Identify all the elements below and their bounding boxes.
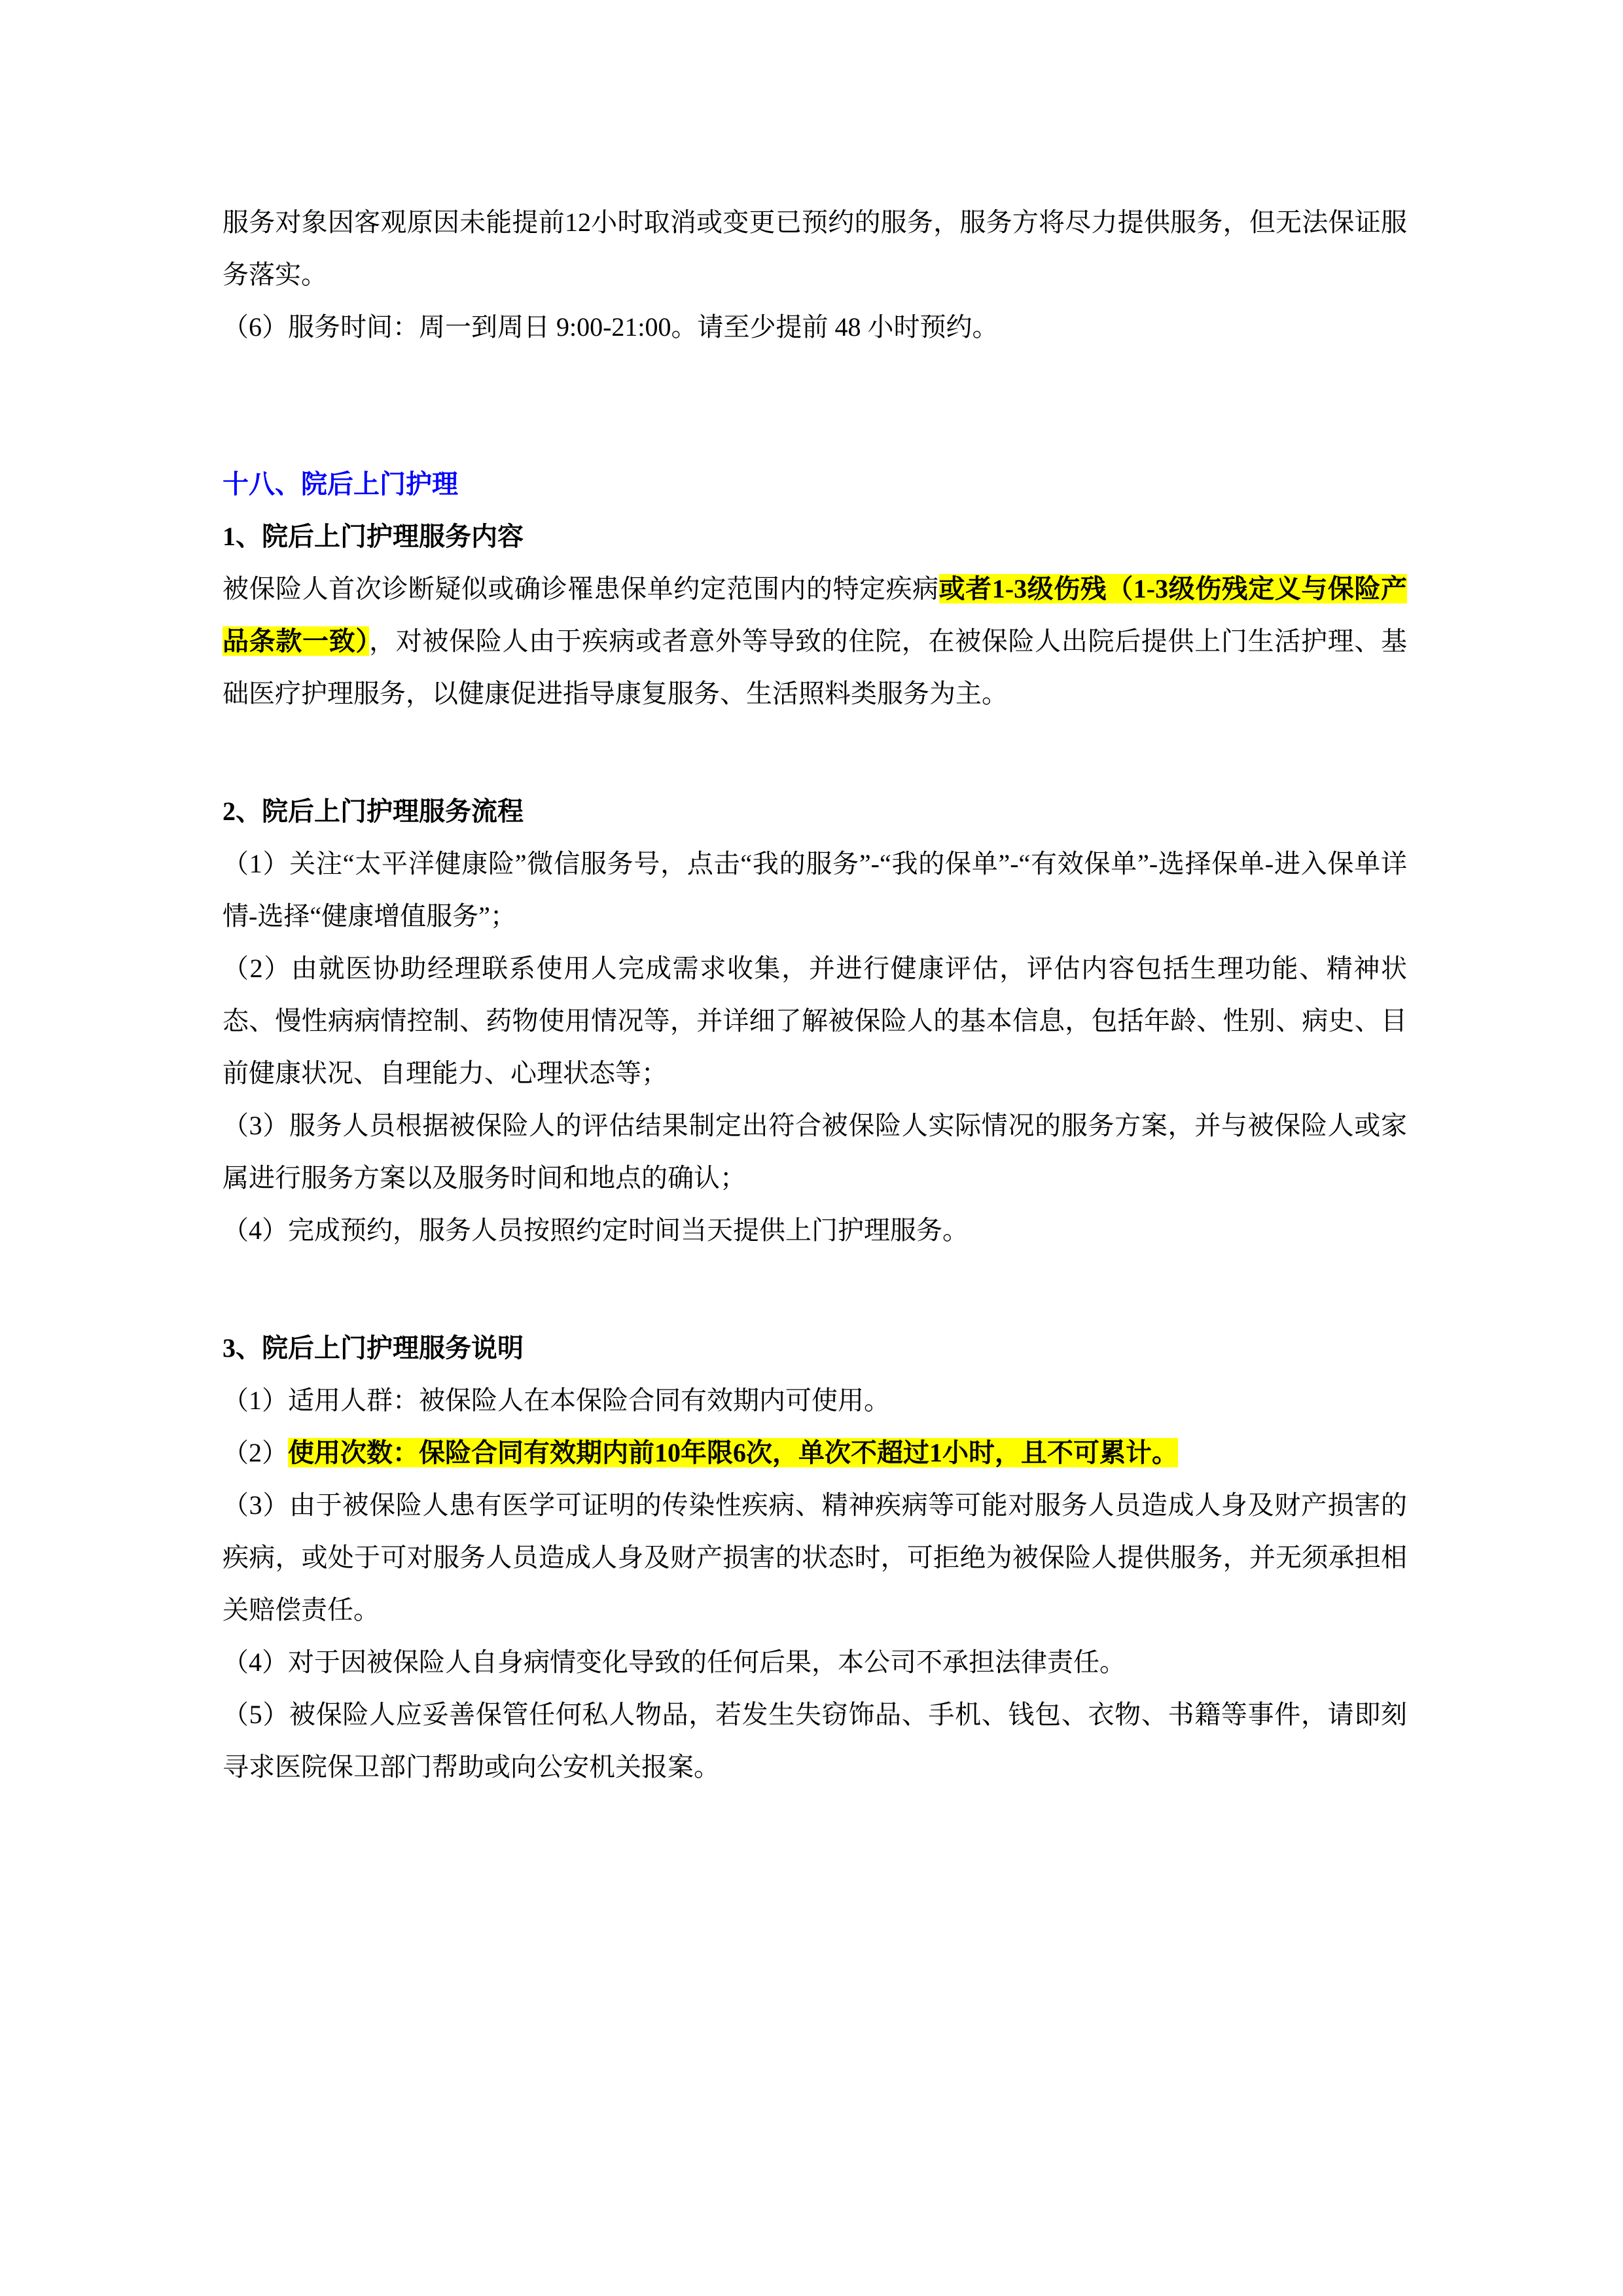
sub2-item-4: （4）完成预约，服务人员按照约定时间当天提供上门护理服务。	[223, 1215, 969, 1245]
sub2-item-1: （1）关注“太平洋健康险”微信服务号，点击“我的服务”-“我的保单”-“有效保单”-选择保单-进入保单详情-选择“健康增值服务”；	[223, 849, 1407, 931]
sub3-item-2-highlight: 使用次数：保险合同有效期内前10年限6次，单次不超过1小时，且不可累计。	[288, 1438, 1178, 1467]
section-spacer-top	[223, 353, 1407, 458]
subsection-3-spacer	[223, 1257, 1407, 1322]
section-title: 十八、院后上门护理	[223, 469, 458, 499]
subsection-3-title: 3、院后上门护理服务说明	[223, 1333, 524, 1363]
sub1-text-before: 被保险人首次诊断疑似或确诊罹患保单约定范围内的特定疾病	[223, 574, 939, 603]
subsection-1-title: 1、院后上门护理服务内容	[223, 522, 524, 551]
sub3-item-5: （5）被保险人应妥善保管任何私人物品，若发生失窃饰品、手机、钱包、衣物、书籍等事件，请即刻寻求医院保卫部门帮助或向公安机关报案。	[223, 1700, 1407, 1782]
sub3-item-3: （3）由于被保险人患有医学可证明的传染性疾病、精神疾病等可能对服务人员造成人身及财产损害的疾病，或处于可对服务人员造成人身及财产损害的状态时，可拒绝为被保险人提供服务，并无须承担相关赔偿责任。	[223, 1490, 1407, 1624]
sub1-highlight: 或者1-3级伤残（1-3级伤残定义与保险产品条款一致）	[223, 574, 1408, 656]
subsection-1-body	[223, 563, 1407, 720]
sub3-item-4: （4）对于因被保险人自身病情变化导致的任何后果，本公司不承担法律责任。	[223, 1647, 1126, 1677]
sub3-item-2-prefix: （2）	[223, 1438, 288, 1467]
sub2-item-3: （3）服务人员根据被保险人的评估结果制定出符合被保险人实际情况的服务方案，并与被保险人或家属进行服务方案以及服务时间和地点的确认；	[223, 1111, 1407, 1193]
top-paragraph-2: （6）服务时间：周一到周日 9:00-21:00。请至少提前 48 小时预约。	[223, 312, 999, 342]
sub3-item-1: （1）适用人群：被保险人在本保险合同有效期内可使用。	[223, 1386, 890, 1415]
sub1-text-after: ，对被保险人由于疾病或者意外等导致的住院，在被保险人出院后提供上门生活护理、基础医疗护理服务，以健康促进指导康复服务、生活照料类服务为主。	[223, 626, 1408, 708]
sub3-item-2	[223, 1427, 1407, 1479]
sub2-item-2: （2）由就医协助经理联系使用人完成需求收集，并进行健康评估，评估内容包括生理功能、精神状态、慢性病病情控制、药物使用情况等，并详细了解被保险人的基本信息，包括年龄、性别、病史、目前健康状况、自理能力、心理状态等；	[223, 954, 1407, 1088]
subsection-2-spacer	[223, 720, 1407, 785]
top-paragraph-1: 服务对象因客观原因未能提前12小时取消或变更已预约的服务，服务方将尽力提供服务，但无法保证服务落实。	[223, 207, 1407, 289]
subsection-2-title: 2、院后上门护理服务流程	[223, 797, 524, 826]
